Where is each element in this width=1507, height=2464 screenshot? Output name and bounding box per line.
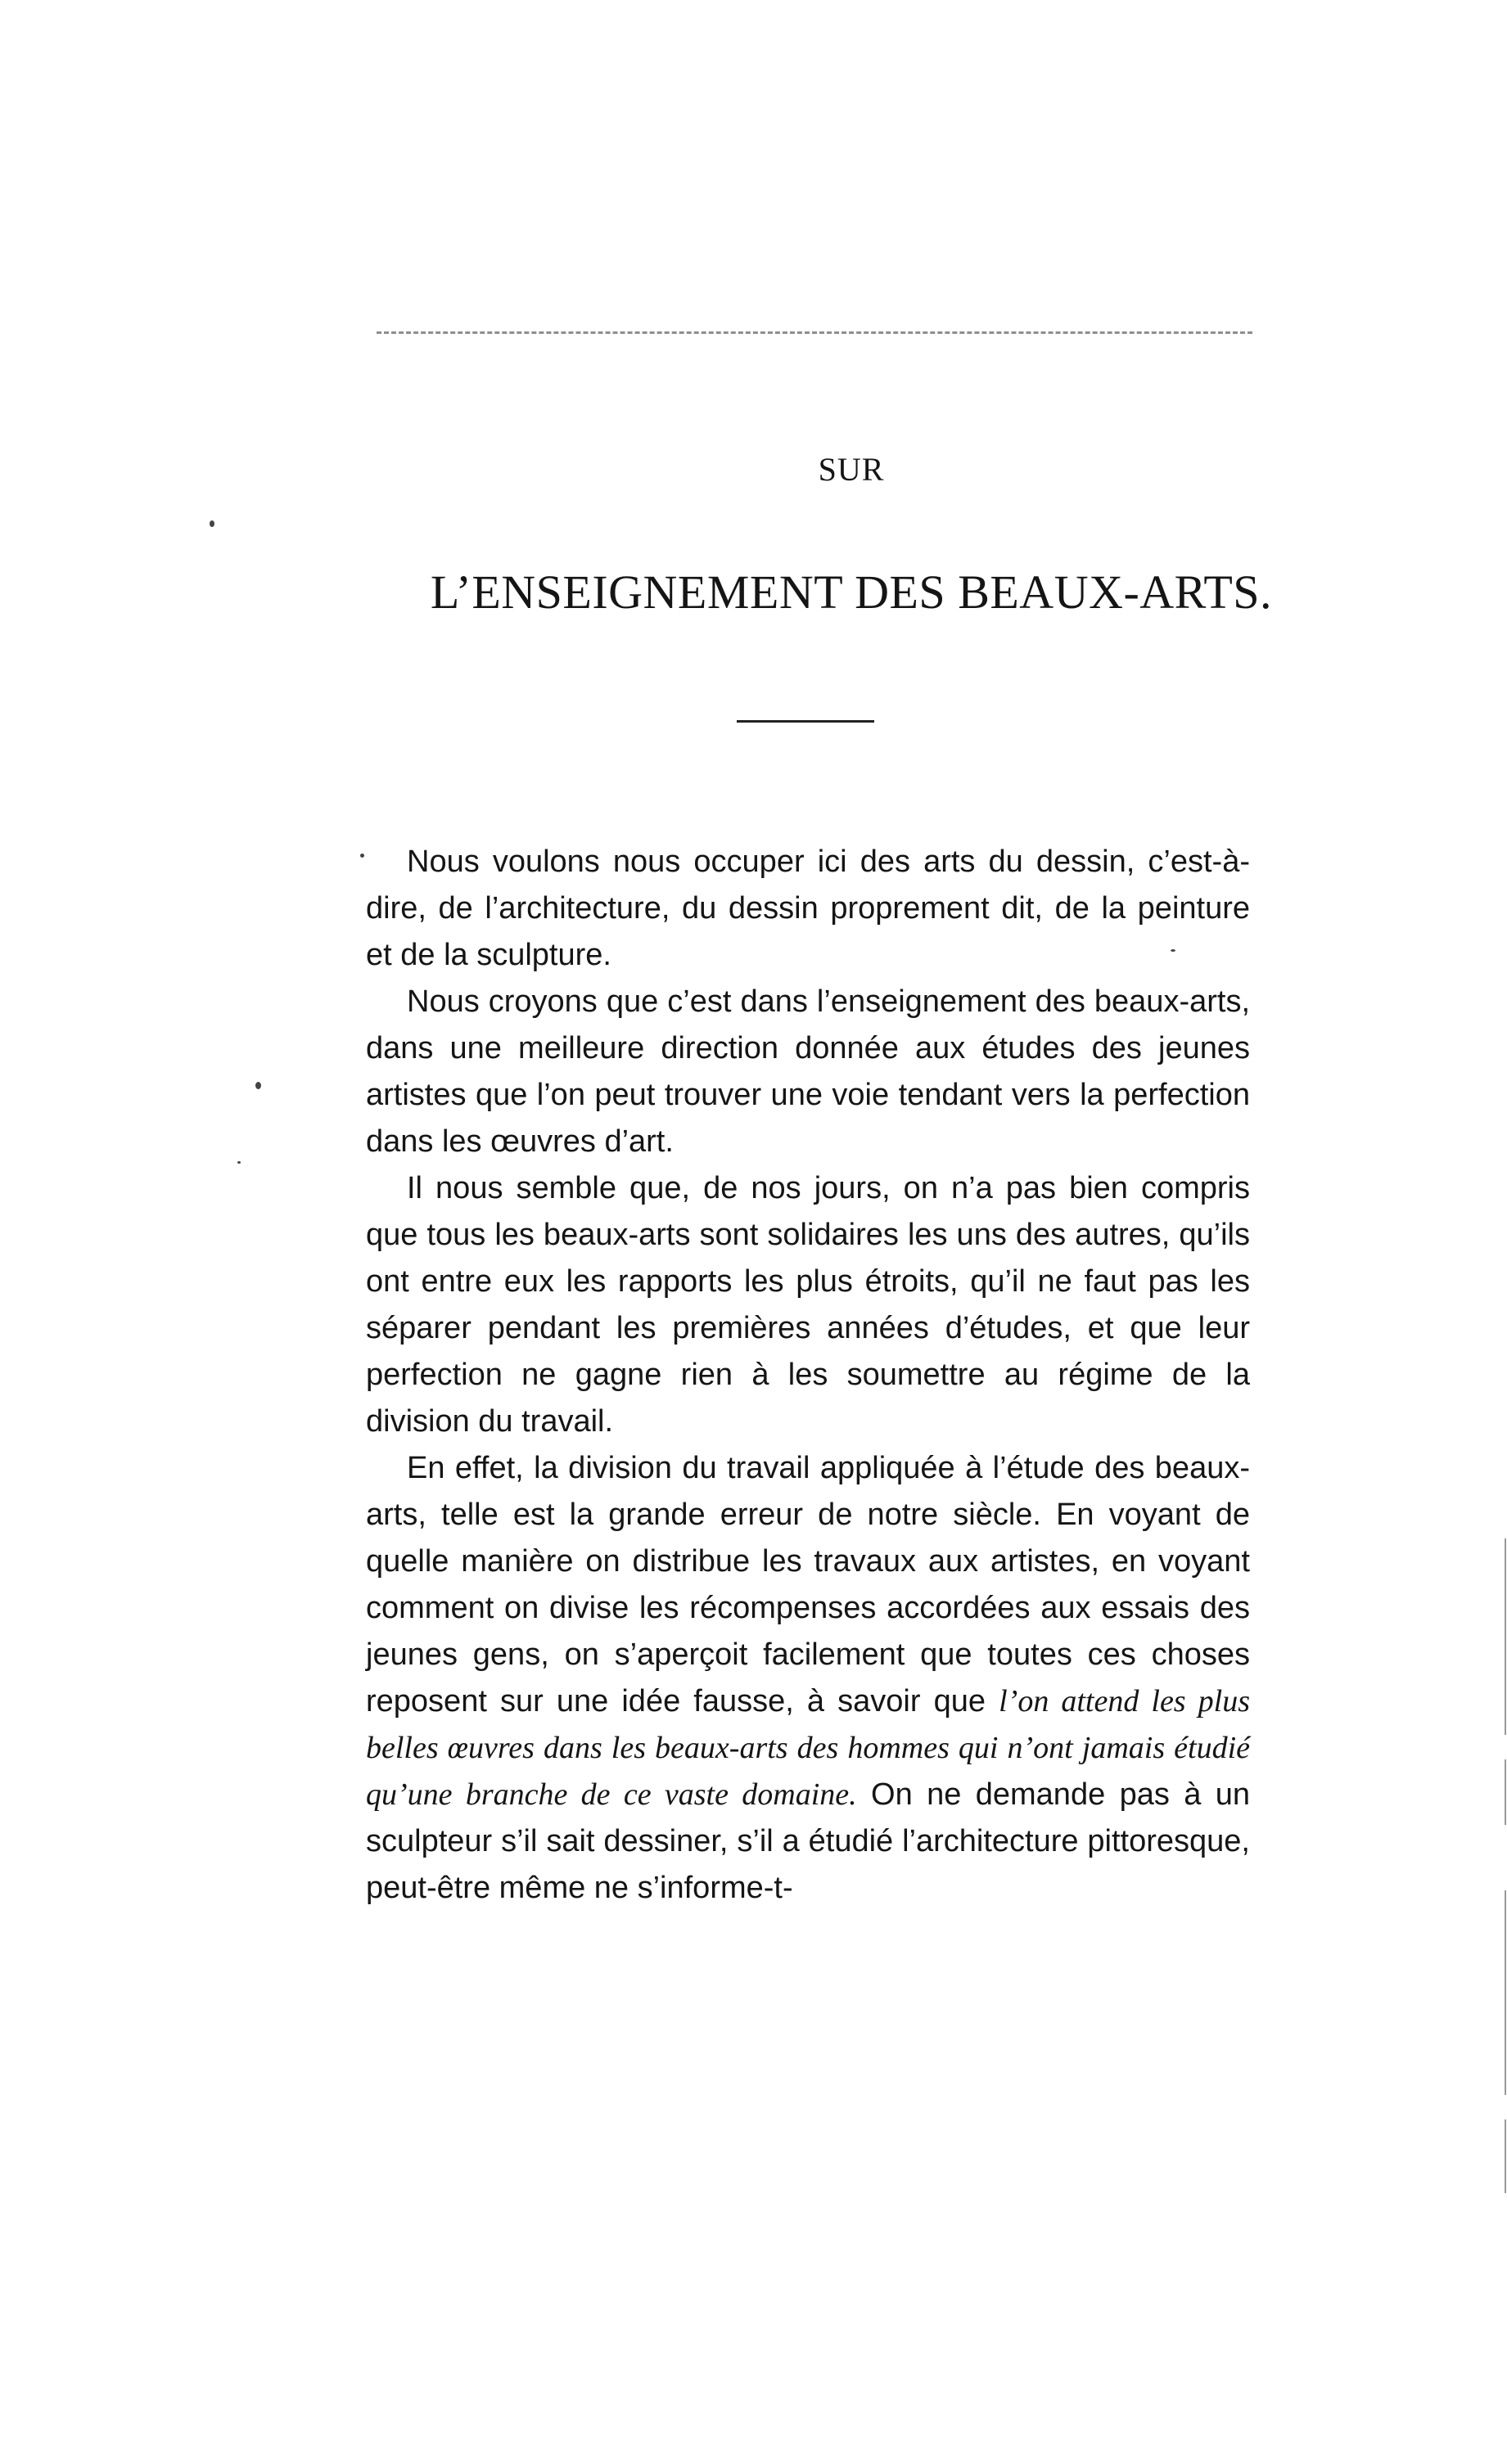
scan-speck: [237, 1161, 241, 1164]
scan-margin-line: [1505, 1890, 1506, 2095]
scan-margin-line: [1505, 1538, 1506, 1735]
paragraph-4-italic: l’on attend les plus belles œuvres dans les beaux-arts des hommes qui n’ont jamais étudié qu’une branche de ce vaste domaine.: [366, 1684, 1250, 1812]
scan-margin-line: [1505, 2119, 1506, 2193]
scan-margin-line: [1505, 1759, 1506, 1825]
paragraph-2: Nous croyons que c’est dans l’enseignement des beaux-arts, dans une meilleure direction donnée aux études des jeunes artistes que l’on peut trouver une voie tendant vers la perfection dans les œuvres d’art.: [366, 984, 1250, 1159]
title-separator-rule: [737, 720, 874, 723]
paragraph-1: Nous voulons nous occuper ici des arts du dessin, c’est-à-dire, de l’architecture, du dessin proprement dit, de la peinture et de la sculpture.: [366, 845, 1250, 972]
scan-speck: [360, 854, 364, 858]
paragraph-4-end: On ne demande pas à un sculpteur s’il sait dessiner, s’il a étudié l’architecture pittoresque, peut-être même ne s’informe-t-: [366, 1777, 1250, 1905]
scan-speck: [255, 1082, 261, 1089]
scan-speck: [210, 520, 214, 527]
body-text: [366, 839, 1250, 1912]
paragraph-4: [366, 1445, 1250, 1912]
page-title: L’ENSEIGNEMENT DES BEAUX-ARTS.: [430, 565, 1273, 619]
scan-speck: [1171, 949, 1175, 952]
paragraph-3: Il nous semble que, de nos jours, on n’a pas bien compris que tous les beaux-arts sont solidaires les uns des autres, qu’ils ont entre eux les rapports les plus étroits, qu’il ne faut pas les séparer pendant les premières années d’études, et que leur perfection ne gagne rien à les soumettre au régime de la division du travail.: [366, 1171, 1250, 1439]
top-decorative-rule: [377, 331, 1252, 334]
paragraph-4-start: En effet, la division du travail appliquée à l’étude des beaux-arts, telle est la grande erreur de notre siècle. En voyant de quelle manière on distribue les travaux aux artistes, en voyant comment on divise les récompenses accordées aux essais des jeunes gens, on s’aperçoit facilement que toutes ces choses reposent sur une idée fausse, à savoir que: [366, 1451, 1250, 1718]
heading-prefix: SUR: [818, 451, 885, 488]
